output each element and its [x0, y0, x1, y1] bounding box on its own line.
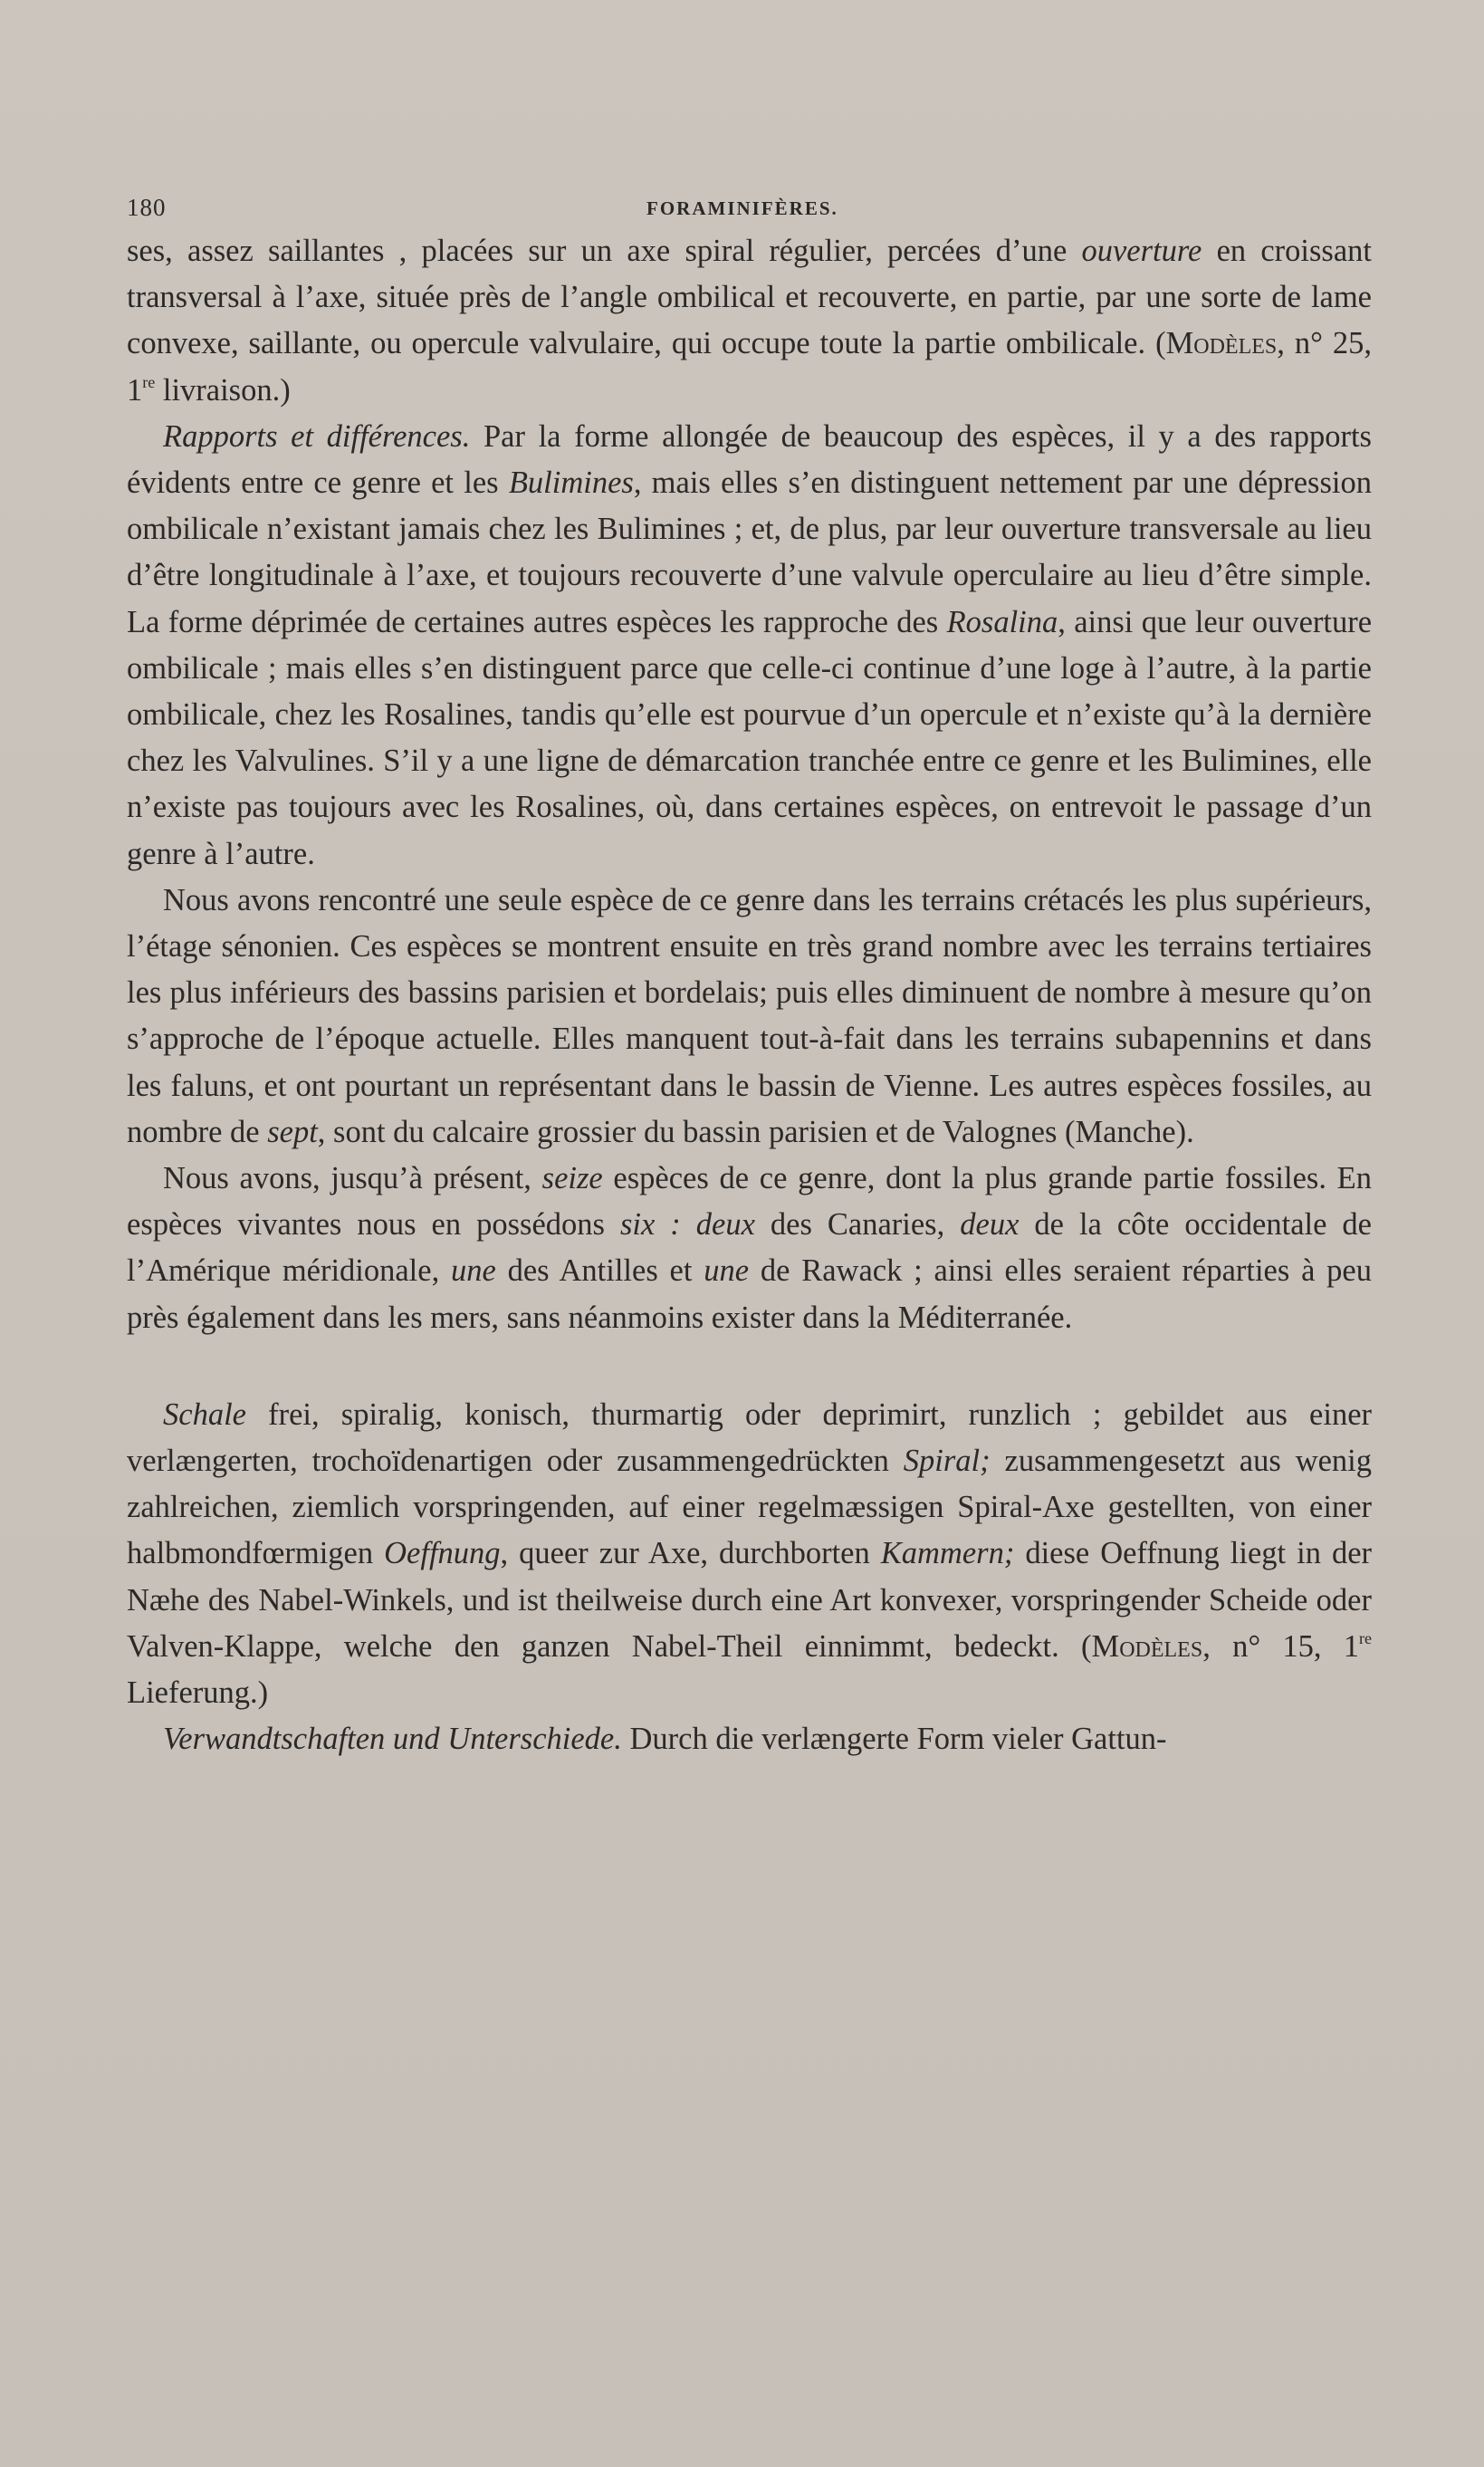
page-number: 180 [127, 194, 167, 221]
running-header [127, 188, 1376, 225]
paragraph-description-fr: ses, assez saillantes , placées sur un axe spiral régulier, percées d’une ouverture en croissant transversal à l’axe, située près de l’angle ombilical et recouverte, en partie, par une sorte de lame convexe, saillante, ou opercule valvulaire, qui occupe toute la partie ombilicale. (Modèles, n° 25, 1re livraison.) [127, 234, 1372, 408]
paragraph-description-de: Schale frei, spiralig, konisch, thurmartig oder deprimirt, runzlich ; gebildet aus einer verlængerten, trochoïdenartigen oder zusammengedrückten Spiral; zusammengesetzt aus wenig zahlreichen, ziemlich vorspringenden, auf einer regelmæssigen Spiral-Axe gestellten, von einer halbmondfœrmigen Oeffnung, queer zur Axe, durchborten Kammern; diese Oeffnung liegt in der Næhe des Nabel-Winkels, und ist theilweise durch eine Art konvexer, vorspringender Scheide oder Valven-Klappe, welche den ganzen Nabel-Theil einnimmt, bedeckt. (Modèles, n° 15, 1re Lieferung.) [127, 1397, 1373, 1711]
running-title: FORAMINIFÈRES. [646, 197, 838, 219]
paragraph-verwandtschaften: Verwandtschaften und Unterschiede. Durch die verlængerte Form vieler Gattun- [163, 1722, 1167, 1757]
body-text [127, 228, 1372, 1763]
paragraph-rapports: Rapports et différences. Par la forme allongée de beaucoup des espèces, il y a des rapports évidents entre ce genre et les Bulimines, mais elles s’en distinguent nettement par une dépression ombilicale n’existant jamais chez les Bulimines ; et, de plus, par leur ouverture transversale au lieu d’être longitudinale à l’axe, et toujours recouverte d’une valvule operculaire au lieu d’être simple. La forme déprimée de certaines autres espèces les rapproche des Rosalina, ainsi que leur ouverture ombilicale ; mais elles s’en distinguent parce que celle-ci continue d’une loge à l’autre, à la partie ombilicale, chez les Rosalines, tandis qu’elle est pourvue d’un opercule et n’existe qu’à la dernière chez les Valvulines. S’il y a une ligne de démarcation tranchée entre ce genre et les Bulimines, elle n’existe pas toujours avec les Rosalines, où, dans certaines espèces, on entrevoit le passage d’un genre à l’autre. [127, 418, 1373, 871]
paragraph-species-count: Nous avons, jusqu’à présent, seize espèces de ce genre, dont la plus grande partie fossiles. En espèces vivantes nous en possédons six : deux des Canaries, deux de la côte occidentale de l’Amérique méridionale, une des Antilles et une de Rawack ; ainsi elles seraient réparties à peu près également dans les mers, sans néanmoins exister dans la Méditerranée. [127, 1161, 1372, 1335]
section-gap [127, 1341, 1372, 1392]
paragraph-distribution: Nous avons rencontré une seule espèce de ce genre dans les terrains crétacés les plus supérieurs, l’étage sénonien. Ces espèces se montrent ensuite en très grand nombre avec les terrains tertiaires les plus inférieurs des bassins parisien et bordelais; puis elles diminuent de nombre à mesure qu’on s’approche de l’époque actuelle. Elles manquent tout-à-fait dans les terrains subapennins et dans les faluns, et ont pourtant un représentant dans le bassin de Vienne. Les autres espèces fossiles, au nombre de sept, sont du calcaire grossier du bassin parisien et de Valognes (Manche). [127, 882, 1372, 1149]
